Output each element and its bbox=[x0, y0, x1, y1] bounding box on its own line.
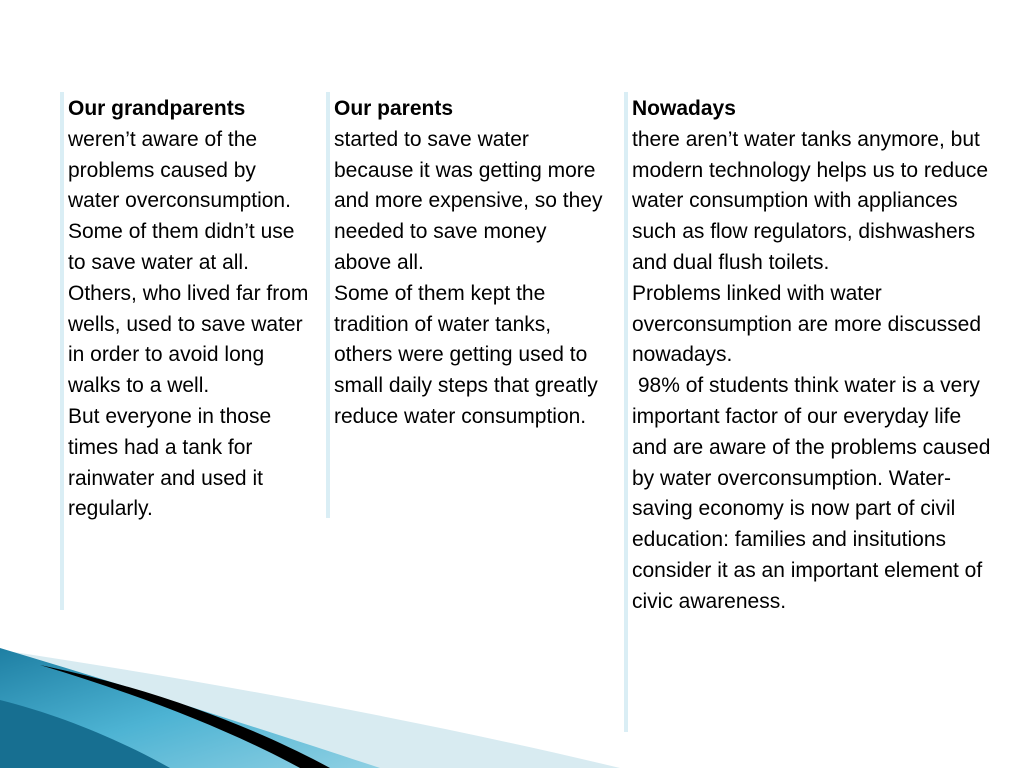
column-paragraph: 98% of students think water is a very important factor of our everyday life and are aware of the problems caused by water overconsumption. Water-saving economy is now part of civil education: families and insitutions consider it as an important element of civic awareness. bbox=[632, 374, 997, 613]
column-paragraph: Some of them didn’t use to save water at all. bbox=[68, 220, 295, 274]
column-paragraph: started to save water because it was getting more and more expensive, so they needed to save money above all. bbox=[334, 127, 603, 274]
wave-light-band bbox=[0, 650, 620, 768]
column-paragraph: But everyone in those times had a tank for rainwater and used it regularly. bbox=[68, 404, 272, 521]
column-parents bbox=[326, 92, 608, 518]
column-accent-bar bbox=[60, 92, 64, 610]
column-paragraph: there aren’t water tanks anymore, but modern technology helps us to reduce water consumption with appliances such as flow regulators, dishwashers and dual flush toilets. bbox=[632, 127, 989, 274]
wave-deep-blue bbox=[0, 700, 170, 768]
column-paragraph: weren’t aware of the problems caused by water overconsumption. bbox=[68, 127, 291, 213]
column-accent-bar bbox=[624, 92, 628, 732]
column-body bbox=[68, 125, 312, 525]
column-grandparents bbox=[60, 92, 312, 610]
column-paragraph: Some of them kept the tradition of water tanks, others were getting used to small daily steps that greatly reduce water consumption. bbox=[334, 281, 598, 428]
wave-dark-band bbox=[40, 665, 330, 768]
column-body bbox=[334, 125, 608, 433]
column-paragraph: Others, who lived far from wells, used to save water in order to avoid long walks to a well. bbox=[68, 281, 309, 398]
column-paragraph: Problems linked with water overconsumption are more discussed nowadays. bbox=[632, 281, 982, 367]
column-heading: Nowadays bbox=[632, 97, 736, 120]
wave-blue-band bbox=[0, 648, 380, 768]
column-nowadays bbox=[624, 92, 997, 732]
column-heading: Our grandparents bbox=[68, 97, 246, 120]
column-body bbox=[632, 125, 997, 618]
column-accent-bar bbox=[326, 92, 330, 518]
column-heading: Our parents bbox=[334, 97, 454, 120]
